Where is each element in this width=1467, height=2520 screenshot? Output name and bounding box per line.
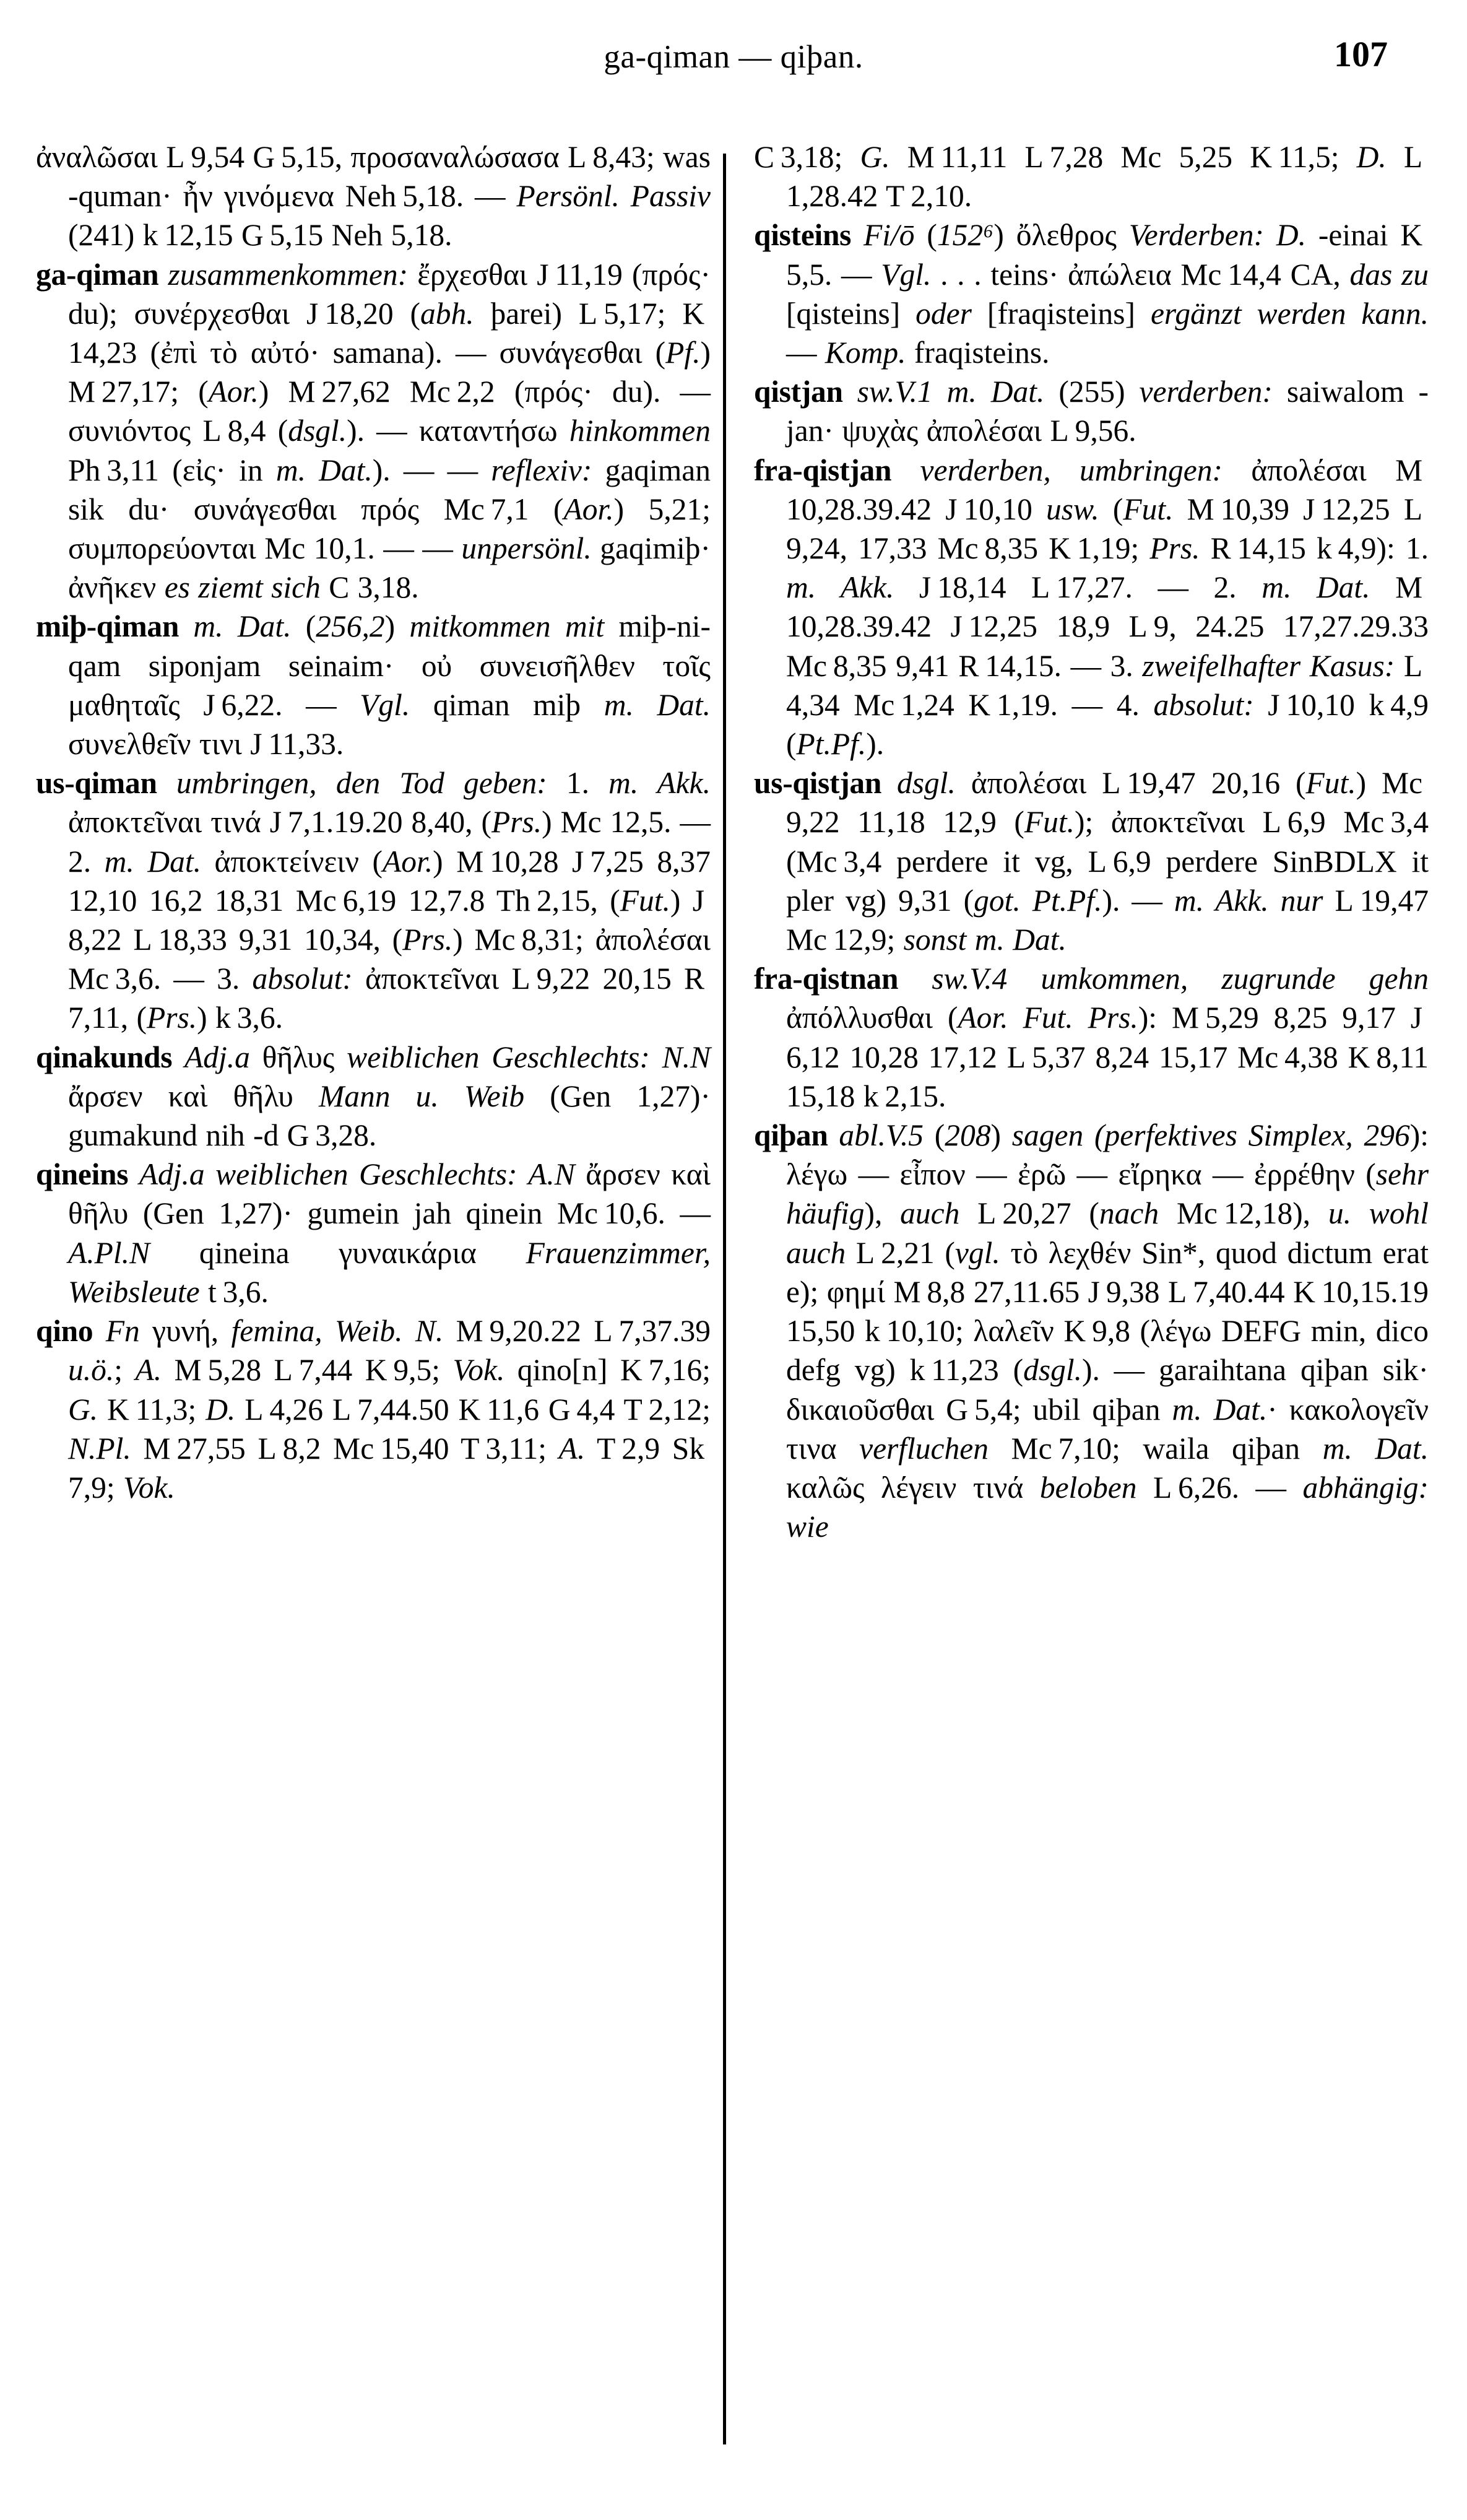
column-divider-rule: [723, 154, 726, 2444]
dictionary-entry: miþ-qiman m. Dat. (256,2) mitkommen mit miþ-ni-qam siponjam seinaim· οὐ συνεισῆλθεν τοῖς μαθηταῖς J 6,22. — Vgl. qiman miþ m. Dat. συνελθεῖν τινι J 11,33.: [36, 609, 711, 762]
dictionary-entry: fra-qistjan verderben, umbringen: ἀπολέσαι M 10,28.39.42 J 10,10 usw. (Fut. M 10,39 J 12,25 L 9,24, 17,33 Mc 8,35 K 1,19; Prs. R 14,15 k 4,9): 1. m. Akk. J 18,14 L 17,27. — 2. m. Dat. M 10,28.39.42 J 12,25 18,9 L 9, 24.25 17,27.29.33 Mc 8,35 9,41 R 14,15. — 3. zweifelhafter Kasus: L 4,34 Mc 1,24 K 1,19. — 4. absolut: J 10,10 k 4,9 (Pt.Pf.).: [754, 453, 1429, 762]
dictionary-entry: qiþan abl.V.5 (208) sagen (perfektives Simplex, 296): λέγω — εἶπον — ἐρῶ — εἴρηκα — ἐρρέθην (sehr häufig), auch L 20,27 (nach Mc 12,18), u. wohl auch L 2,21 (vgl. τὸ λεχθέν Sin*, quod dictum erat e); φημί M 8,8 27,11.65 J 9,38 L 7,40.44 K 10,15.19 15,50 k 10,10; λαλεῖν K 9,8 (λέγω DEFG min, dico defg vg) k 11,23 (dsgl.). — garaihtana qiþan sik· δικαιοῦσθαι G 5,4; ubil qiþan m. Dat.· κακολογεῖν τινα verfluchen Mc 7,10; waila qiþan m. Dat. καλῶς λέγειν τινά beloben L 6,26. — abhängig: wie: [754, 1118, 1429, 1544]
dictionary-entry: qistjan sw.V.1 m. Dat. (255) verderben: saiwalom -jan· ψυχὰς ἀπολέσαι L 9,56.: [754, 375, 1429, 448]
dictionary-entry: us-qiman umbringen, den Tod geben: 1. m. Akk. ἀποκτεῖναι τινά J 7,1.19.20 8,40, (Prs.) Mc 12,5. — 2. m. Dat. ἀποκτείνειν (Aor.) M 10,28 J 7,25 8,37 12,10 16,2 18,31 Mc 6,19 12,7.8 Th 2,15, (Fut.) J 8,22 L 18,33 9,31 10,34, (Prs.) Mc 8,31; ἀπολέσαι Mc 3,6. — 3. absolut: ἀποκτεῖναι L 9,22 20,15 R 7,11, (Prs.) k 3,6.: [36, 766, 711, 1035]
column-left: [36, 137, 711, 1507]
entry-continuation: ἀναλῶσαι L 9,54 G 5,15, προσαναλώσασα L 8,43; was -quman· ἦν γινόμενα Neh 5,18. — Persönl. Passiv (241) k 12,15 G 5,15 Neh 5,18.: [36, 140, 711, 253]
dictionary-entry: qineins Adj.a weiblichen Geschlechts: A.N ἄρσεν καὶ θῆλυ (Gen 1,27)· gumein jah qinein Mc 10,6. — A.Pl.N qineina γυναικάρια Frauenzimmer, Weibsleute t 3,6.: [36, 1157, 711, 1309]
running-head-title: ga-qiman — qiþan.: [604, 39, 863, 75]
running-head: [0, 34, 1467, 88]
text-columns: [0, 137, 1467, 2520]
entry-continuation: C 3,18; G. M 11,11 L 7,28 Mc 5,25 K 11,5; D. L 1,28.42 T 2,10.: [754, 140, 1429, 214]
dictionary-entry: us-qistjan dsgl. ἀπολέσαι L 19,47 20,16 (Fut.) Mc 9,22 11,18 12,9 (Fut.); ἀποκτεῖναι L 6,9 Mc 3,4 (Mc 3,4 perdere it vg, L 6,9 perdere SinBDLX it pler vg) 9,31 (got. Pt.Pf.). — m. Akk. nur L 19,47 Mc 12,9; sonst m. Dat.: [754, 766, 1429, 957]
page-number: 107: [1334, 34, 1388, 74]
column-right: [754, 137, 1429, 1546]
dictionary-entry: qisteins Fi/ō (152⁶) ὄλεθρος Verderben: D. -einai K 5,5. — Vgl. . . . teins· ἀπώλεια Mc 14,4 CA, das zu [qisteins] oder [fraqisteins] ergänzt werden kann. — Komp. fraqisteins.: [754, 218, 1429, 370]
dictionary-entry: qino Fn γυνή, femina, Weib. N. M 9,20.22 L 7,37.39 u.ö.; A. M 5,28 L 7,44 K 9,5; Vok. qino[n] K 7,16; G. K 11,3; D. L 4,26 L 7,44.50 K 11,6 G 4,4 T 2,12; N.Pl. M 27,55 L 8,2 Mc 15,40 T 3,11; A. T 2,9 Sk 7,9; Vok.: [36, 1314, 711, 1505]
dictionary-entry: qinakunds Adj.a θῆλυς weiblichen Geschlechts: N.N ἄρσεν καὶ θῆλυ Mann u. Weib (Gen 1,27)· gumakund nih -d G 3,28.: [36, 1040, 711, 1153]
dictionary-entry: ga-qiman zusammenkommen: ἔρχεσθαι J 11,19 (πρός· du); συνέρχεσθαι J 18,20 (abh. þarei) L 5,17; K 14,23 (ἐπὶ τὸ αὐτό· samana). — συνάγεσθαι (Pf.) M 27,17; (Aor.) M 27,62 Mc 2,2 (πρός· du). — συνιόντος L 8,4 (dsgl.). — καταντήσω hinkommen Ph 3,11 (εἰς· in m. Dat.). — — reflexiv: gaqiman sik du· συνάγεσθαι πρός Mc 7,1 (Aor.) 5,21; συμπορεύονται Mc 10,1. — — unpersönl. gaqimiþ· ἀνῆκεν es ziemt sich C 3,18.: [36, 257, 711, 605]
dictionary-entry: fra-qistnan sw.V.4 umkommen, zugrunde gehn ἀπόλλυσθαι (Aor. Fut. Prs.): M 5,29 8,25 9,17 J 6,12 10,28 17,12 L 5,37 8,24 15,17 Mc 4,38 K 8,11 15,18 k 2,15.: [754, 962, 1429, 1113]
